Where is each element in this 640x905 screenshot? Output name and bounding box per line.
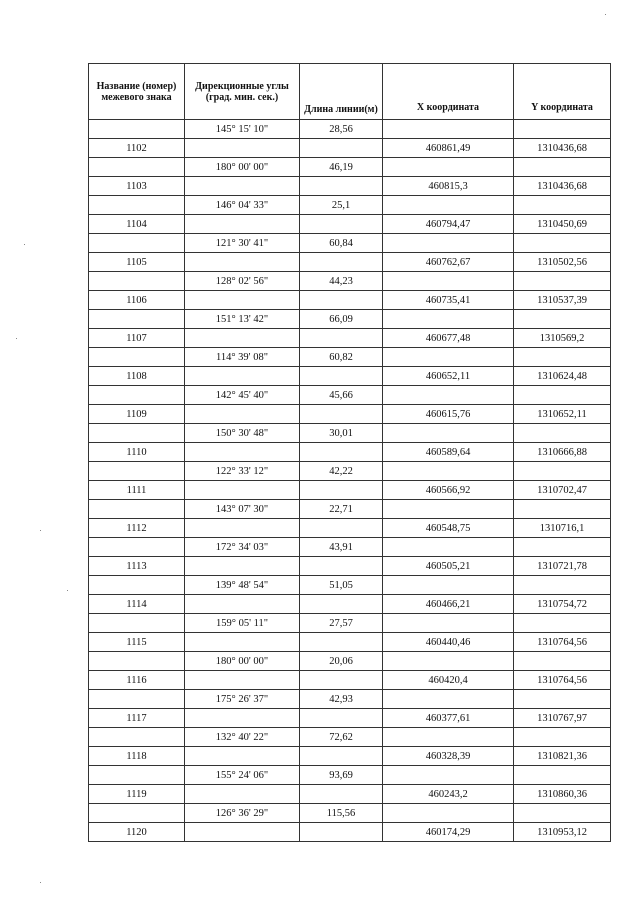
point-row [89,139,611,158]
point-name-cell: 1109 [89,405,185,424]
point-name-cell: 1116 [89,671,185,690]
point-name-cell: 1119 [89,785,185,804]
x-coordinate-cell [383,766,514,785]
y-coordinate-cell: 1310716,1 [514,519,611,538]
x-coordinate-cell: 460420,4 [383,671,514,690]
direction-angle-cell [185,405,300,424]
direction-angle-cell [185,443,300,462]
direction-angle-cell: 180° 00' 00" [185,158,300,177]
direction-angle-cell [185,747,300,766]
y-coordinate-cell: 1310821,36 [514,747,611,766]
line-length-cell: 25,1 [300,196,383,215]
x-coordinate-cell [383,728,514,747]
direction-angle-cell: 132° 40' 22" [185,728,300,747]
point-name-cell [89,652,185,671]
segment-row [89,158,611,177]
x-coordinate-cell: 460566,92 [383,481,514,500]
y-coordinate-cell: 1310436,68 [514,139,611,158]
point-row [89,633,611,652]
x-coordinate-cell: 460589,64 [383,443,514,462]
y-coordinate-cell: 1310652,11 [514,405,611,424]
y-coordinate-cell [514,652,611,671]
line-length-cell: 44,23 [300,272,383,291]
direction-angle-cell [185,215,300,234]
direction-angle-cell [185,557,300,576]
x-coordinate-cell: 460677,48 [383,329,514,348]
point-name-cell: 1104 [89,215,185,234]
point-row [89,481,611,500]
direction-angle-cell: 151° 13' 42" [185,310,300,329]
point-name-cell: 1107 [89,329,185,348]
header-line-length: Длина линии(м) [300,64,383,120]
line-length-cell [300,329,383,348]
line-length-cell [300,367,383,386]
point-row [89,329,611,348]
x-coordinate-cell: 460328,39 [383,747,514,766]
point-row [89,823,611,842]
x-coordinate-cell [383,690,514,709]
point-name-cell: 1102 [89,139,185,158]
y-coordinate-cell [514,272,611,291]
point-name-cell: 1113 [89,557,185,576]
x-coordinate-cell [383,158,514,177]
point-row [89,557,611,576]
x-coordinate-cell [383,272,514,291]
y-coordinate-cell: 1310860,36 [514,785,611,804]
point-name-cell: 1105 [89,253,185,272]
boundary-coordinates-table [88,63,611,842]
line-length-cell: 20,06 [300,652,383,671]
segment-row [89,196,611,215]
y-coordinate-cell: 1310764,56 [514,633,611,652]
line-length-cell [300,443,383,462]
segment-row [89,310,611,329]
point-name-cell [89,538,185,557]
direction-angle-cell [185,595,300,614]
y-coordinate-cell: 1310436,68 [514,177,611,196]
direction-angle-cell: 180° 00' 00" [185,652,300,671]
segment-row [89,348,611,367]
x-coordinate-cell: 460615,76 [383,405,514,424]
point-name-cell: 1115 [89,633,185,652]
point-row [89,215,611,234]
point-row [89,291,611,310]
direction-angle-cell [185,709,300,728]
direction-angle-cell [185,785,300,804]
y-coordinate-cell [514,614,611,633]
point-name-cell: 1117 [89,709,185,728]
line-length-cell [300,481,383,500]
point-row [89,671,611,690]
point-name-cell [89,614,185,633]
y-coordinate-cell: 1310754,72 [514,595,611,614]
x-coordinate-cell: 460505,21 [383,557,514,576]
segment-row [89,120,611,139]
direction-angle-cell: 150° 30' 48" [185,424,300,443]
direction-angle-cell: 146° 04' 33" [185,196,300,215]
y-coordinate-cell: 1310537,39 [514,291,611,310]
line-length-cell: 60,82 [300,348,383,367]
y-coordinate-cell: 1310624,48 [514,367,611,386]
point-name-cell: 1111 [89,481,185,500]
header-x-coordinate: X координата [383,64,514,120]
direction-angle-cell: 128° 02' 56" [185,272,300,291]
point-name-cell [89,766,185,785]
direction-angle-cell [185,253,300,272]
segment-row [89,804,611,823]
segment-row [89,424,611,443]
line-length-cell [300,595,383,614]
y-coordinate-cell [514,158,611,177]
y-coordinate-cell: 1310721,78 [514,557,611,576]
y-coordinate-cell [514,310,611,329]
point-name-cell [89,804,185,823]
direction-angle-cell [185,671,300,690]
point-name-cell: 1110 [89,443,185,462]
x-coordinate-cell: 460815,3 [383,177,514,196]
point-name-cell [89,196,185,215]
y-coordinate-cell [514,348,611,367]
line-length-cell: 42,93 [300,690,383,709]
y-coordinate-cell [514,120,611,139]
y-coordinate-cell: 1310450,69 [514,215,611,234]
x-coordinate-cell [383,120,514,139]
table-header-row [89,64,611,120]
y-coordinate-cell [514,196,611,215]
header-direction-angle: Дирекционные углы (град. мин. сек.) [185,64,300,120]
direction-angle-cell: 126° 36' 29" [185,804,300,823]
line-length-cell [300,177,383,196]
x-coordinate-cell: 460377,61 [383,709,514,728]
y-coordinate-cell [514,538,611,557]
x-coordinate-cell [383,196,514,215]
y-coordinate-cell [514,234,611,253]
x-coordinate-cell: 460762,67 [383,253,514,272]
point-row [89,367,611,386]
direction-angle-cell: 139° 48' 54" [185,576,300,595]
y-coordinate-cell [514,500,611,519]
point-name-cell [89,462,185,481]
point-name-cell: 1118 [89,747,185,766]
segment-row [89,690,611,709]
point-name-cell: 1112 [89,519,185,538]
line-length-cell: 27,57 [300,614,383,633]
point-name-cell [89,576,185,595]
x-coordinate-cell: 460861,49 [383,139,514,158]
x-coordinate-cell [383,234,514,253]
point-name-cell: 1120 [89,823,185,842]
y-coordinate-cell [514,804,611,823]
y-coordinate-cell [514,576,611,595]
line-length-cell: 66,09 [300,310,383,329]
y-coordinate-cell: 1310767,97 [514,709,611,728]
line-length-cell [300,633,383,652]
x-coordinate-cell [383,386,514,405]
point-name-cell [89,272,185,291]
scan-speck [40,530,41,531]
x-coordinate-cell [383,310,514,329]
point-name-cell [89,158,185,177]
direction-angle-cell: 142° 45' 40" [185,386,300,405]
segment-row [89,728,611,747]
direction-angle-cell [185,329,300,348]
point-row [89,405,611,424]
line-length-cell: 46,19 [300,158,383,177]
direction-angle-cell: 172° 34' 03" [185,538,300,557]
y-coordinate-cell [514,690,611,709]
direction-angle-cell: 159° 05' 11" [185,614,300,633]
segment-row [89,652,611,671]
point-name-cell [89,348,185,367]
y-coordinate-cell: 1310764,56 [514,671,611,690]
direction-angle-cell: 145° 15' 10" [185,120,300,139]
x-coordinate-cell [383,348,514,367]
segment-row [89,576,611,595]
line-length-cell [300,519,383,538]
segment-row [89,538,611,557]
line-length-cell: 93,69 [300,766,383,785]
x-coordinate-cell [383,576,514,595]
y-coordinate-cell [514,386,611,405]
segment-row [89,386,611,405]
segment-row [89,500,611,519]
x-coordinate-cell: 460735,41 [383,291,514,310]
x-coordinate-cell: 460652,11 [383,367,514,386]
point-name-cell [89,500,185,519]
point-name-cell [89,424,185,443]
direction-angle-cell [185,291,300,310]
line-length-cell [300,709,383,728]
point-name-cell [89,728,185,747]
point-row [89,443,611,462]
line-length-cell [300,785,383,804]
line-length-cell [300,747,383,766]
x-coordinate-cell: 460794,47 [383,215,514,234]
scan-speck [605,14,606,15]
direction-angle-cell [185,519,300,538]
y-coordinate-cell: 1310702,47 [514,481,611,500]
line-length-cell: 51,05 [300,576,383,595]
direction-angle-cell [185,481,300,500]
x-coordinate-cell: 460466,21 [383,595,514,614]
y-coordinate-cell [514,424,611,443]
scan-speck [40,882,41,883]
segment-row [89,462,611,481]
x-coordinate-cell [383,500,514,519]
x-coordinate-cell [383,652,514,671]
line-length-cell [300,215,383,234]
line-length-cell [300,671,383,690]
direction-angle-cell: 155° 24' 06" [185,766,300,785]
point-name-cell [89,310,185,329]
line-length-cell [300,139,383,158]
line-length-cell: 72,62 [300,728,383,747]
header-point-name: Название (номер) межевого знака [89,64,185,120]
scan-speck [67,590,68,591]
direction-angle-cell: 175° 26' 37" [185,690,300,709]
x-coordinate-cell: 460440,46 [383,633,514,652]
x-coordinate-cell: 460243,2 [383,785,514,804]
y-coordinate-cell: 1310953,12 [514,823,611,842]
point-row [89,785,611,804]
y-coordinate-cell [514,462,611,481]
direction-angle-cell: 121° 30' 41" [185,234,300,253]
point-name-cell [89,234,185,253]
line-length-cell [300,405,383,424]
scan-speck [16,338,17,339]
line-length-cell: 28,56 [300,120,383,139]
line-length-cell: 22,71 [300,500,383,519]
point-name-cell: 1108 [89,367,185,386]
y-coordinate-cell: 1310569,2 [514,329,611,348]
line-length-cell: 45,66 [300,386,383,405]
x-coordinate-cell [383,424,514,443]
segment-row [89,272,611,291]
line-length-cell [300,291,383,310]
point-name-cell [89,690,185,709]
x-coordinate-cell [383,614,514,633]
direction-angle-cell [185,367,300,386]
direction-angle-cell [185,139,300,158]
direction-angle-cell: 122° 33' 12" [185,462,300,481]
point-name-cell [89,386,185,405]
direction-angle-cell [185,177,300,196]
direction-angle-cell [185,823,300,842]
line-length-cell: 60,84 [300,234,383,253]
point-row [89,519,611,538]
segment-row [89,766,611,785]
x-coordinate-cell: 460548,75 [383,519,514,538]
point-name-cell: 1106 [89,291,185,310]
point-row [89,709,611,728]
point-name-cell [89,120,185,139]
scan-speck [24,244,25,245]
y-coordinate-cell: 1310666,88 [514,443,611,462]
point-row [89,747,611,766]
line-length-cell [300,557,383,576]
y-coordinate-cell [514,728,611,747]
point-name-cell: 1103 [89,177,185,196]
header-y-coordinate: Y координата [514,64,611,120]
segment-row [89,614,611,633]
point-name-cell: 1114 [89,595,185,614]
point-row [89,253,611,272]
y-coordinate-cell: 1310502,56 [514,253,611,272]
line-length-cell: 42,22 [300,462,383,481]
line-length-cell [300,823,383,842]
direction-angle-cell: 114° 39' 08" [185,348,300,367]
y-coordinate-cell [514,766,611,785]
line-length-cell: 43,91 [300,538,383,557]
line-length-cell: 30,01 [300,424,383,443]
x-coordinate-cell [383,462,514,481]
segment-row [89,234,611,253]
point-row [89,595,611,614]
x-coordinate-cell [383,804,514,823]
line-length-cell: 115,56 [300,804,383,823]
x-coordinate-cell [383,538,514,557]
line-length-cell [300,253,383,272]
x-coordinate-cell: 460174,29 [383,823,514,842]
table-body [89,120,611,842]
direction-angle-cell: 143° 07' 30" [185,500,300,519]
direction-angle-cell [185,633,300,652]
point-row [89,177,611,196]
